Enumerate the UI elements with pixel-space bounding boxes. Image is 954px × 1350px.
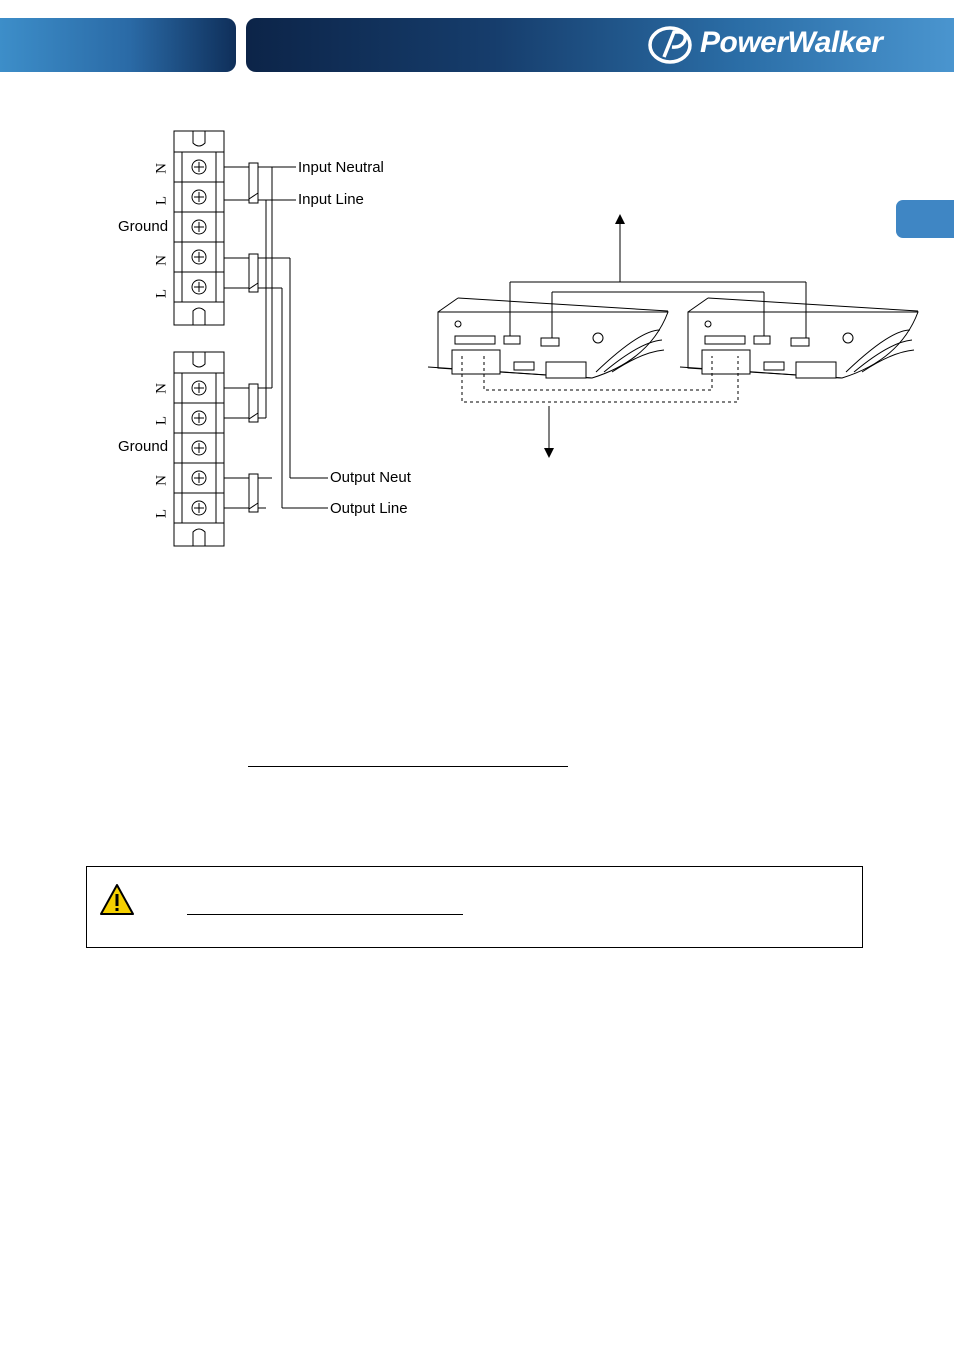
input-block-n-marker: N bbox=[153, 163, 170, 174]
input-neutral-label: Input Neutral bbox=[298, 159, 384, 176]
output-block-l-marker: L bbox=[153, 415, 170, 426]
output-block-n2-marker: N bbox=[153, 475, 170, 486]
warning-triangle-icon bbox=[99, 883, 135, 917]
output-block-ground-label: Ground bbox=[118, 438, 169, 455]
output-line-label: Output Line bbox=[330, 500, 408, 517]
output-block-l2-marker: L bbox=[153, 508, 170, 519]
input-block-l-marker: L bbox=[153, 195, 170, 206]
input-block-ground-label: Ground bbox=[118, 218, 169, 235]
warning-box bbox=[86, 866, 863, 948]
wiring-diagram bbox=[0, 0, 954, 600]
output-neutral-label: Output Neut bbox=[330, 469, 411, 486]
output-neutral-clip bbox=[330, 469, 418, 489]
input-line-label: Input Line bbox=[298, 191, 364, 208]
input-block-n2-marker: N bbox=[153, 255, 170, 266]
warning-link-underline[interactable] bbox=[187, 914, 463, 915]
output-block-n-marker: N bbox=[153, 383, 170, 394]
hyperlink-underline[interactable] bbox=[248, 766, 568, 767]
brand-name: PowerWalker bbox=[700, 26, 883, 59]
input-block-l2-marker: L bbox=[153, 288, 170, 299]
